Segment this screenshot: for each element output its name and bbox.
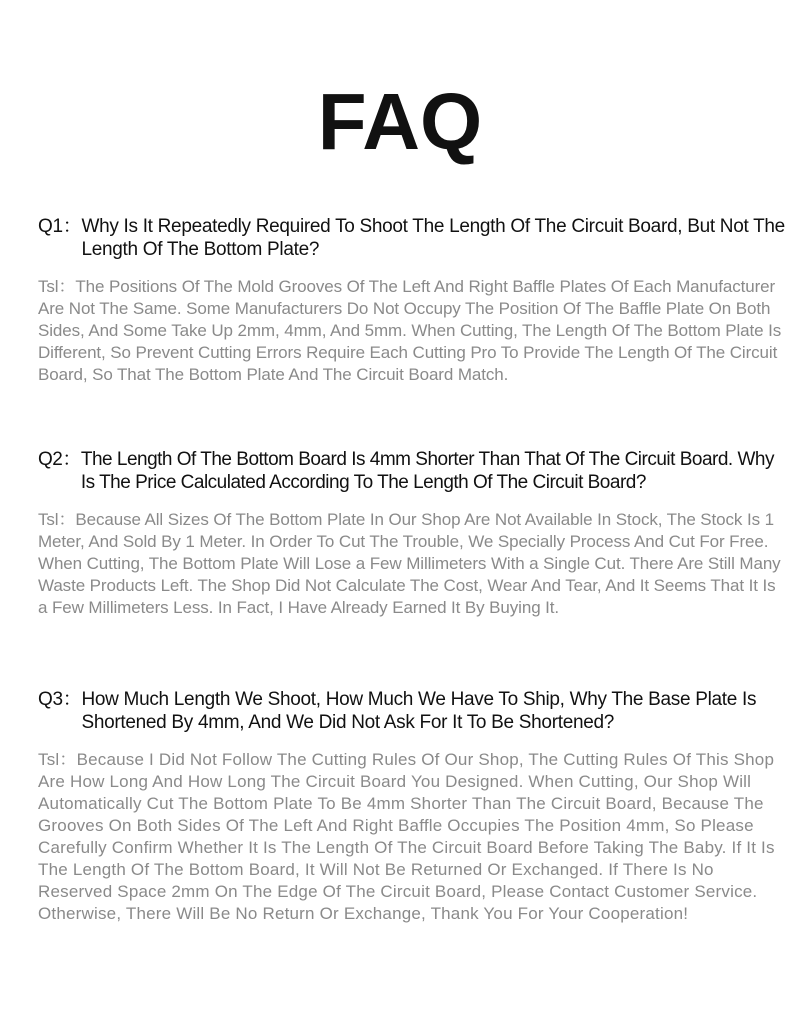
faq-item-3 <box>38 688 788 925</box>
question-label: Q2： <box>38 449 81 470</box>
page-title: FAQ <box>317 77 483 166</box>
faq-question-3 <box>38 688 788 734</box>
question-text: Why Is It Repeatedly Required To Shoot The Length Of The Circuit Board, But Not The Length Of The Bottom Plate? <box>81 216 785 260</box>
question-label: Q3： <box>38 689 82 710</box>
faq-answer-2: Tsl：Because All Sizes Of The Bottom Plate In Our Shop Are Not Available In Stock, The Stock Is 1 Meter, And Sold By 1 Meter. In Order To Cut The Trouble, We Specially Process And Cut For Free. When Cutting, The Bottom Plate Will Lose a Few Millimeters With a Single Cut. There Are Still Many Waste Products Left. The Shop Did Not Calculate The Cost, Wear And Tear, And It Seems That It Is a Few Millimeters Less. In Fact, I Have Already Earned It By Buying It. <box>38 510 781 617</box>
question-text: How Much Length We Shoot, How Much We Have To Ship, Why The Base Plate Is Shortened By 4mm, And We Did Not Ask For It To Be Shortened? <box>81 689 757 733</box>
faq-answer-1: Tsl：The Positions Of The Mold Grooves Of The Left And Right Baffle Plates Of Each Manufacturer Are Not The Same. Some Manufacturers Do Not Occupy The Position Of The Baffle Plate On Both Sides, And Some Take Up 2mm, 4mm, And 5mm. When Cutting, The Length Of The Bottom Plate Is Different, So Prevent Cutting Errors Require Each Cutting Pro To Provide The Length Of The Circuit Board, So That The Bottom Plate And The Circuit Board Match. <box>38 277 782 384</box>
faq-item-1 <box>38 215 788 386</box>
faq-question-2 <box>38 448 788 494</box>
faq-question-1 <box>38 215 788 261</box>
question-text: The Length Of The Bottom Board Is 4mm Shorter Than That Of The Circuit Board. Why Is The Price Calculated According To The Length Of The Circuit Board? <box>80 449 774 493</box>
faq-answer-3: Tsl：Because I Did Not Follow The Cutting Rules Of Our Shop, The Cutting Rules Of This Shop Are How Long And How Long The Circuit Board You Designed. When Cutting, Our Shop Will Automatically Cut The Bottom Plate To Be 4mm Shorter Than The Circuit Board, Because The Grooves On Both Sides Of The Left And Right Baffle Occupies The Position 4mm, So Please Carefully Confirm Whether It Is The Length Of The Circuit Board Before Taking The Baby. If It Is The Length Of The Bottom Board, It Will Not Be Returned Or Exchanged. If There Is No Reserved Space 2mm On The Edge Of The Circuit Board, Please Contact Customer Service. Otherwise, There Will Be No Return Or Exchange, Thank You For Your Cooperation! <box>38 750 775 923</box>
question-label: Q1： <box>38 216 82 237</box>
faq-item-2 <box>38 448 788 619</box>
